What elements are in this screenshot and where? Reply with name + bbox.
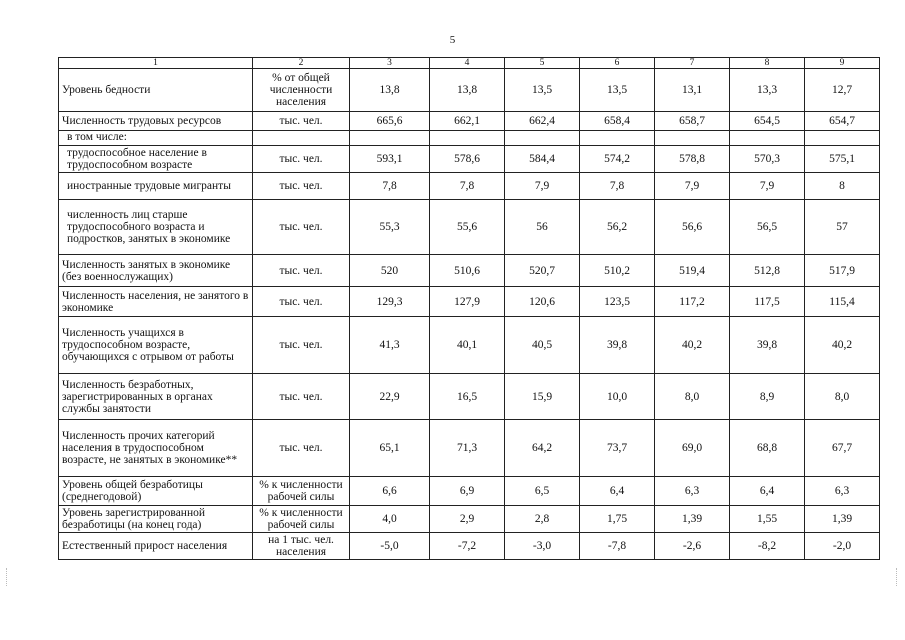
value-cell: 6,4 xyxy=(730,477,805,506)
value-cell: 6,4 xyxy=(580,477,655,506)
value-cell: 13,5 xyxy=(580,69,655,112)
value-cell: 654,5 xyxy=(730,112,805,131)
value-cell: 40,2 xyxy=(805,317,880,374)
value-cell: 2,8 xyxy=(505,506,580,533)
value-cell: 584,4 xyxy=(505,146,580,173)
value-cell: 55,3 xyxy=(350,200,430,255)
header-cell: 8 xyxy=(730,58,805,69)
row-label: Численность прочих категорий населения в трудоспособном возрасте, не занятых в экономике** xyxy=(59,420,253,477)
right-edge-mark xyxy=(896,568,899,586)
value-cell: 10,0 xyxy=(580,374,655,420)
value-cell: 1,39 xyxy=(805,506,880,533)
header-cell: 6 xyxy=(580,58,655,69)
row-label: трудоспособное население в трудоспособном возрасте xyxy=(59,146,253,173)
table-row xyxy=(59,477,880,506)
table-row xyxy=(59,374,880,420)
value-cell: 575,1 xyxy=(805,146,880,173)
value-cell: 7,8 xyxy=(430,173,505,200)
value-cell: 13,1 xyxy=(655,69,730,112)
row-unit: тыс. чел. xyxy=(253,374,350,420)
header-cell: 1 xyxy=(59,58,253,69)
row-unit xyxy=(253,131,350,146)
header-cell: 2 xyxy=(253,58,350,69)
value-cell: -5,0 xyxy=(350,533,430,560)
row-label: Численность населения, не занятого в экономике xyxy=(59,287,253,317)
row-unit: тыс. чел. xyxy=(253,255,350,287)
table-row xyxy=(59,506,880,533)
value-cell: 13,8 xyxy=(430,69,505,112)
value-cell: 6,6 xyxy=(350,477,430,506)
value-cell: -7,8 xyxy=(580,533,655,560)
value-cell: 15,9 xyxy=(505,374,580,420)
value-cell: 115,4 xyxy=(805,287,880,317)
value-cell: 55,6 xyxy=(430,200,505,255)
row-label: Численность безработных, зарегистрированных в органах службы занятости xyxy=(59,374,253,420)
table-row xyxy=(59,255,880,287)
row-label: Уровень бедности xyxy=(59,69,253,112)
value-cell: 117,2 xyxy=(655,287,730,317)
value-cell: 517,9 xyxy=(805,255,880,287)
value-cell: 519,4 xyxy=(655,255,730,287)
value-cell: 65,1 xyxy=(350,420,430,477)
row-unit: тыс. чел. xyxy=(253,420,350,477)
value-cell xyxy=(805,131,880,146)
header-cell: 7 xyxy=(655,58,730,69)
value-cell xyxy=(580,131,655,146)
value-cell: 7,8 xyxy=(580,173,655,200)
row-label: Численность занятых в экономике (без военнослужащих) xyxy=(59,255,253,287)
row-unit: тыс. чел. xyxy=(253,112,350,131)
value-cell: 40,1 xyxy=(430,317,505,374)
table-row xyxy=(59,420,880,477)
value-cell: 13,8 xyxy=(350,69,430,112)
value-cell: 13,3 xyxy=(730,69,805,112)
value-cell xyxy=(655,131,730,146)
row-unit: на 1 тыс. чел. населения xyxy=(253,533,350,560)
row-label: в том числе: xyxy=(59,131,253,146)
value-cell: 120,6 xyxy=(505,287,580,317)
value-cell: 512,8 xyxy=(730,255,805,287)
row-label: Уровень общей безработицы (среднегодовой) xyxy=(59,477,253,506)
table-row xyxy=(59,131,880,146)
row-label: Численность учащихся в трудоспособном возрасте, обучающихся с отрывом от работы xyxy=(59,317,253,374)
value-cell: 64,2 xyxy=(505,420,580,477)
row-unit: % от общей численности населения xyxy=(253,69,350,112)
value-cell: 129,3 xyxy=(350,287,430,317)
value-cell: 40,5 xyxy=(505,317,580,374)
value-cell: 1,55 xyxy=(730,506,805,533)
value-cell: 6,5 xyxy=(505,477,580,506)
row-label: численность лиц старше трудоспособного возраста и подростков, занятых в экономике xyxy=(59,200,253,255)
row-unit: тыс. чел. xyxy=(253,146,350,173)
page-number: 5 xyxy=(449,34,456,46)
value-cell: -7,2 xyxy=(430,533,505,560)
row-unit: % к численности рабочей силы xyxy=(253,477,350,506)
value-cell: 593,1 xyxy=(350,146,430,173)
value-cell: 2,9 xyxy=(430,506,505,533)
value-cell: 6,9 xyxy=(430,477,505,506)
value-cell: 520,7 xyxy=(505,255,580,287)
value-cell: 41,3 xyxy=(350,317,430,374)
value-cell: 654,7 xyxy=(805,112,880,131)
value-cell: 658,4 xyxy=(580,112,655,131)
value-cell: -2,0 xyxy=(805,533,880,560)
value-cell: 658,7 xyxy=(655,112,730,131)
value-cell: 8 xyxy=(805,173,880,200)
value-cell: 69,0 xyxy=(655,420,730,477)
left-edge-mark xyxy=(6,568,9,586)
value-cell: 510,2 xyxy=(580,255,655,287)
row-label: иностранные трудовые мигранты xyxy=(59,173,253,200)
value-cell: 570,3 xyxy=(730,146,805,173)
value-cell: 56,6 xyxy=(655,200,730,255)
value-cell: 574,2 xyxy=(580,146,655,173)
header-cell: 5 xyxy=(505,58,580,69)
value-cell: 4,0 xyxy=(350,506,430,533)
value-cell: 39,8 xyxy=(730,317,805,374)
value-cell: 57 xyxy=(805,200,880,255)
value-cell xyxy=(505,131,580,146)
header-cell: 4 xyxy=(430,58,505,69)
value-cell: 67,7 xyxy=(805,420,880,477)
row-label: Численность трудовых ресурсов xyxy=(59,112,253,131)
value-cell: 7,9 xyxy=(505,173,580,200)
table-row xyxy=(59,112,880,131)
row-label: Естественный прирост населения xyxy=(59,533,253,560)
value-cell: 22,9 xyxy=(350,374,430,420)
value-cell: 8,0 xyxy=(655,374,730,420)
value-cell: 13,5 xyxy=(505,69,580,112)
table-row xyxy=(59,317,880,374)
value-cell: 56,5 xyxy=(730,200,805,255)
row-unit: тыс. чел. xyxy=(253,317,350,374)
row-unit: тыс. чел. xyxy=(253,173,350,200)
value-cell: 6,3 xyxy=(805,477,880,506)
value-cell: 1,39 xyxy=(655,506,730,533)
value-cell: 7,9 xyxy=(655,173,730,200)
value-cell: -8,2 xyxy=(730,533,805,560)
value-cell: 7,9 xyxy=(730,173,805,200)
value-cell: 1,75 xyxy=(580,506,655,533)
value-cell: 68,8 xyxy=(730,420,805,477)
value-cell: 71,3 xyxy=(430,420,505,477)
value-cell: 665,6 xyxy=(350,112,430,131)
value-cell: 73,7 xyxy=(580,420,655,477)
table-row xyxy=(59,173,880,200)
value-cell: 39,8 xyxy=(580,317,655,374)
value-cell: 8,0 xyxy=(805,374,880,420)
table-row xyxy=(59,146,880,173)
value-cell: 127,9 xyxy=(430,287,505,317)
value-cell: 6,3 xyxy=(655,477,730,506)
value-cell: 510,6 xyxy=(430,255,505,287)
value-cell: 8,9 xyxy=(730,374,805,420)
row-unit: тыс. чел. xyxy=(253,287,350,317)
value-cell: 7,8 xyxy=(350,173,430,200)
value-cell: 123,5 xyxy=(580,287,655,317)
value-cell: 520 xyxy=(350,255,430,287)
row-label: Уровень зарегистрированной безработицы (на конец года) xyxy=(59,506,253,533)
statistics-table xyxy=(58,57,880,560)
value-cell: 662,4 xyxy=(505,112,580,131)
value-cell xyxy=(730,131,805,146)
value-cell: 12,7 xyxy=(805,69,880,112)
value-cell: 16,5 xyxy=(430,374,505,420)
value-cell: 578,6 xyxy=(430,146,505,173)
header-row xyxy=(59,58,880,69)
table-row xyxy=(59,69,880,112)
row-unit: % к численности рабочей силы xyxy=(253,506,350,533)
value-cell: 578,8 xyxy=(655,146,730,173)
value-cell xyxy=(350,131,430,146)
value-cell: -2,6 xyxy=(655,533,730,560)
value-cell: 40,2 xyxy=(655,317,730,374)
value-cell: 56,2 xyxy=(580,200,655,255)
value-cell: -3,0 xyxy=(505,533,580,560)
header-cell: 3 xyxy=(350,58,430,69)
table-row xyxy=(59,533,880,560)
value-cell: 56 xyxy=(505,200,580,255)
value-cell: 662,1 xyxy=(430,112,505,131)
row-unit: тыс. чел. xyxy=(253,200,350,255)
value-cell: 117,5 xyxy=(730,287,805,317)
table-row xyxy=(59,200,880,255)
header-cell: 9 xyxy=(805,58,880,69)
table-row xyxy=(59,287,880,317)
value-cell xyxy=(430,131,505,146)
